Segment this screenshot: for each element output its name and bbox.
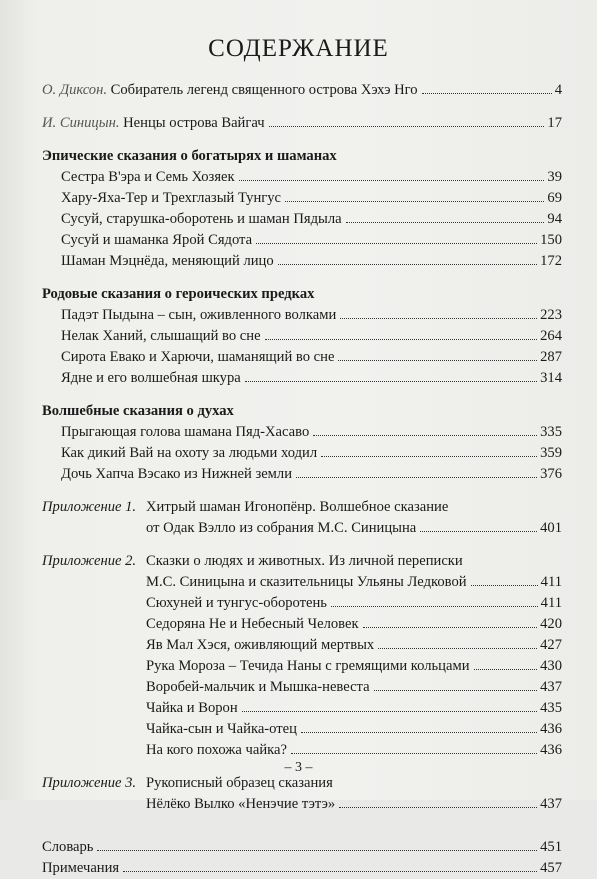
toc-entry[interactable]: Седоряна Не и Небесный Человек 420 <box>146 616 562 632</box>
appendix-2 <box>42 551 562 761</box>
entry-author: И. Синицын. <box>42 115 120 131</box>
appendix-1 <box>42 497 562 539</box>
toc-entry[interactable]: Сирота Евако и Харючи, шаманящий во сне 287 <box>61 349 562 365</box>
toc-entry[interactable]: Прыгающая голова шамана Пяд-Хасаво 335 <box>61 424 562 440</box>
section-heading: Родовые сказания о героических предках <box>42 286 315 302</box>
section-spirits <box>42 401 562 485</box>
appendix-title: Рукописный образец сказания <box>146 775 333 791</box>
toc-entry[interactable]: Сусуй, старушка-оборотень и шаман Пядыла 94 <box>61 211 562 227</box>
toc-entry[interactable]: Сусуй и шаманка Ярой Сядота 150 <box>61 232 562 248</box>
back-matter <box>42 837 562 879</box>
appendix-label: Приложение 1. <box>42 499 137 515</box>
section-epic <box>42 146 562 272</box>
toc-entry[interactable] <box>42 80 562 101</box>
toc-entry-notes[interactable]: Примечания 457 <box>42 860 562 876</box>
toc-entry[interactable]: На кого похожа чайка? 436 <box>146 742 562 758</box>
toc-entry[interactable]: Хару-Яха-Тер и Трехглазый Тунгус 69 <box>61 190 562 206</box>
toc-entry[interactable]: Нёлёко Вылко «Ненэчие тэтэ» 437 <box>146 796 562 812</box>
appendix-label: Приложение 2. <box>42 553 137 569</box>
toc-entry[interactable]: Яв Мал Хэся, оживляющий мертвых 427 <box>146 637 562 653</box>
toc-entry[interactable]: Ядне и его волшебная шкура 314 <box>61 370 562 386</box>
toc-entry[interactable]: Сестра В'эра и Семь Хозяек 39 <box>61 169 562 185</box>
entry-title: Собиратель легенд священного острова Хэхэ Нго <box>110 82 418 98</box>
appendix-heading[interactable] <box>42 551 562 572</box>
entry-page: 4 <box>554 82 562 98</box>
appendix-heading[interactable] <box>42 497 562 518</box>
toc-entry[interactable]: от Одак Вэлло из собрания М.С. Синицына 401 <box>146 520 562 536</box>
toc-entry[interactable]: Дочь Хапча Вэсако из Нижней земли 376 <box>61 466 562 482</box>
intro-section <box>42 80 562 101</box>
section-ancestors <box>42 284 562 389</box>
leader-dots <box>269 126 545 127</box>
appendix-3 <box>42 773 562 815</box>
entry-title: Ненцы острова Вайгач <box>123 115 265 131</box>
entry-author: О. Диксон. <box>42 82 107 98</box>
toc-entry[interactable] <box>42 113 562 134</box>
toc-entry[interactable]: Чайка и Ворон 435 <box>146 700 562 716</box>
leader-dots <box>422 93 552 94</box>
page-title: СОДЕРЖАНИЕ <box>208 35 389 62</box>
appendix-heading[interactable] <box>42 773 562 794</box>
toc-entry[interactable]: Нелак Ханий, слышащий во сне 264 <box>61 328 562 344</box>
toc-entry[interactable]: Шаман Мэцнёда, меняющий лицо 172 <box>61 253 562 269</box>
appendix-title: Сказки о людях и животных. Из личной переписки <box>146 553 463 569</box>
appendix-title: Хитрый шаман Игонопёнр. Волшебное сказание <box>146 499 449 515</box>
toc-entry[interactable]: Как дикий Вай на охоту за людьми ходил 359 <box>61 445 562 461</box>
page-number: – 3 – <box>284 760 313 775</box>
intro-section <box>42 113 562 134</box>
toc-entry[interactable]: Рука Мороза – Течида Наны с гремящими кольцами 430 <box>146 658 562 674</box>
toc-entry[interactable]: М.С. Синицына и сказительницы Ульяны Ледковой 411 <box>146 574 562 590</box>
toc-entry-glossary[interactable]: Словарь 451 <box>42 839 562 855</box>
section-heading: Волшебные сказания о духах <box>42 403 234 419</box>
toc-entry[interactable]: Чайка-сын и Чайка-отец 436 <box>146 721 562 737</box>
toc-entry[interactable]: Падэт Пыдына – сын, оживленного волками 223 <box>61 307 562 323</box>
toc-entry[interactable]: Воробей-мальчик и Мышка-невеста 437 <box>146 679 562 695</box>
entry-page: 17 <box>547 115 562 131</box>
toc-entry[interactable]: Сюхуней и тунгус-оборотень 411 <box>146 595 562 611</box>
appendix-label: Приложение 3. <box>42 775 137 791</box>
section-heading: Эпические сказания о богатырях и шаманах <box>42 148 337 164</box>
